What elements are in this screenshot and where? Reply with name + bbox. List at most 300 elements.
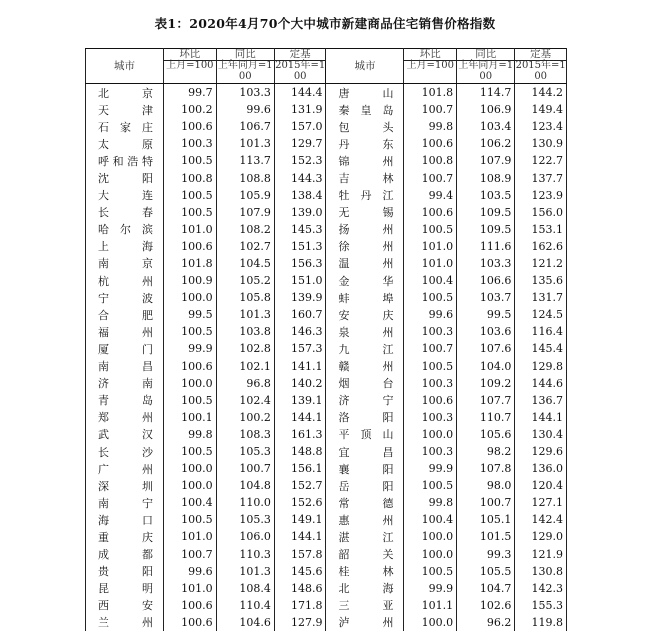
mom-value: 100.0 [163, 375, 216, 392]
table-row [86, 255, 567, 272]
city-name: 青岛 [86, 392, 164, 409]
mom-value-right: 99.9 [404, 580, 457, 597]
mom-value-right: 100.5 [404, 477, 457, 494]
fixed-base-value-right: 130.9 [515, 135, 567, 152]
city-name-right: 泸州 [326, 614, 404, 631]
mom-value: 100.2 [163, 101, 216, 118]
city-name: 武汉 [86, 426, 164, 443]
city-name: 合肥 [86, 306, 164, 323]
mom-value: 101.8 [163, 255, 216, 272]
city-name-right: 九江 [326, 340, 404, 357]
mom-value-right: 100.8 [404, 152, 457, 169]
yoy-value: 110.0 [216, 494, 274, 511]
yoy-value-right: 107.6 [457, 340, 515, 357]
yoy-value-right: 103.7 [457, 289, 515, 306]
fixed-base-value: 157.8 [274, 546, 326, 563]
yoy-base-subheader-right: 上年同月=100 [458, 60, 514, 82]
fixed-base-subheader-right: 2015年=100 [515, 60, 566, 82]
yoy-value-right: 98.2 [457, 443, 515, 460]
mom-value-right: 101.0 [404, 255, 457, 272]
mom-value-right: 100.0 [404, 426, 457, 443]
mom-value-right: 100.0 [404, 614, 457, 631]
mom-value-right: 100.6 [404, 392, 457, 409]
yoy-value-right: 102.6 [457, 597, 515, 614]
city-name-right: 韶关 [326, 546, 404, 563]
yoy-value: 105.3 [216, 443, 274, 460]
city-name-right: 温州 [326, 255, 404, 272]
yoy-value-right: 106.6 [457, 272, 515, 289]
table-row [86, 358, 567, 375]
city-name-right: 宜昌 [326, 443, 404, 460]
fixed-base-value: 148.8 [274, 443, 326, 460]
fixed-base-value-right: 145.4 [515, 340, 567, 357]
table-row [86, 460, 567, 477]
mom-value-right: 101.1 [404, 597, 457, 614]
mom-value-right: 100.6 [404, 204, 457, 221]
yoy-value-right: 104.0 [457, 358, 515, 375]
fixed-base-value: 138.4 [274, 187, 326, 204]
yoy-value: 104.8 [216, 477, 274, 494]
fixed-base-value-right: 119.8 [515, 614, 567, 631]
mom-value-right: 100.3 [404, 409, 457, 426]
city-name: 贵阳 [86, 563, 164, 580]
fixed-base-value-right: 136.7 [515, 392, 567, 409]
fixed-base-value-right: 135.6 [515, 272, 567, 289]
fixed-base-value: 144.3 [274, 169, 326, 186]
table-row [86, 546, 567, 563]
fixed-base-value: 129.7 [274, 135, 326, 152]
yoy-value-right: 105.6 [457, 426, 515, 443]
yoy-value: 102.4 [216, 392, 274, 409]
mom-value: 100.4 [163, 494, 216, 511]
yoy-value: 105.3 [216, 511, 274, 528]
yoy-value-right: 96.2 [457, 614, 515, 631]
fixed-base-value: 156.3 [274, 255, 326, 272]
table-row [86, 511, 567, 528]
table-row [86, 187, 567, 204]
fixed-base-value-right: 155.3 [515, 597, 567, 614]
table-row [86, 238, 567, 255]
fixed-base-value-right: 120.4 [515, 477, 567, 494]
city-name-right: 平顶山 [326, 426, 404, 443]
yoy-value: 101.3 [216, 135, 274, 152]
fixed-base-value-right: 129.6 [515, 443, 567, 460]
yoy-value-right: 104.7 [457, 580, 515, 597]
fixed-base-value: 145.3 [274, 221, 326, 238]
fixed-base-value: 139.0 [274, 204, 326, 221]
table-title: 表1：2020年4月70个大中城市新建商品住宅销售价格指数 [154, 16, 496, 31]
city-name: 兰州 [86, 614, 164, 631]
yoy-value: 96.8 [216, 375, 274, 392]
table-row [86, 118, 567, 135]
fixed-base-value-right: 153.1 [515, 221, 567, 238]
yoy-value-right: 99.3 [457, 546, 515, 563]
mom-value-right: 100.4 [404, 272, 457, 289]
city-name: 北京 [86, 84, 164, 102]
yoy-value: 105.8 [216, 289, 274, 306]
fixed-base-value: 144.1 [274, 409, 326, 426]
yoy-value: 104.6 [216, 614, 274, 631]
city-name-right: 吉林 [326, 169, 404, 186]
mom-value-right: 100.3 [404, 443, 457, 460]
yoy-value-right: 105.5 [457, 563, 515, 580]
city-name: 昆明 [86, 580, 164, 597]
mom-value: 100.1 [163, 409, 216, 426]
yoy-value-right: 107.9 [457, 152, 515, 169]
mom-value: 100.6 [163, 118, 216, 135]
table-row [86, 597, 567, 614]
city-name: 上海 [86, 238, 164, 255]
fixed-base-value: 156.1 [274, 460, 326, 477]
table-row [86, 477, 567, 494]
yoy-value: 100.7 [216, 460, 274, 477]
city-name-right: 无锡 [326, 204, 404, 221]
fixed-base-value-right: 116.4 [515, 323, 567, 340]
city-name: 厦门 [86, 340, 164, 357]
mom-base-subheader-right: 上月=100 [404, 61, 457, 84]
table-row [86, 528, 567, 545]
mom-value: 101.0 [163, 528, 216, 545]
city-name-right: 常德 [326, 494, 404, 511]
mom-value: 99.7 [163, 84, 216, 102]
fixed-base-value: 151.0 [274, 272, 326, 289]
city-name: 沈阳 [86, 169, 164, 186]
mom-value-right: 99.9 [404, 460, 457, 477]
city-name-right: 秦皇岛 [326, 101, 404, 118]
yoy-value: 110.4 [216, 597, 274, 614]
city-name: 广州 [86, 460, 164, 477]
fixed-base-value: 157.3 [274, 340, 326, 357]
fixed-base-value: 152.3 [274, 152, 326, 169]
city-name: 南昌 [86, 358, 164, 375]
mom-value-right: 100.7 [404, 340, 457, 357]
fixed-base-value-right: 142.3 [515, 580, 567, 597]
table-row [86, 340, 567, 357]
mom-value: 100.6 [163, 238, 216, 255]
mom-value-right: 100.5 [404, 221, 457, 238]
city-name: 深圳 [86, 477, 164, 494]
mom-value: 99.6 [163, 563, 216, 580]
mom-value: 100.5 [163, 152, 216, 169]
mom-value: 100.0 [163, 460, 216, 477]
city-name-right: 三亚 [326, 597, 404, 614]
city-name: 哈尔滨 [86, 221, 164, 238]
yoy-value-right: 103.6 [457, 323, 515, 340]
fixed-base-value-right: 122.7 [515, 152, 567, 169]
mom-value-right: 100.4 [404, 511, 457, 528]
fixed-base-value: 152.6 [274, 494, 326, 511]
fixed-base-value-right: 130.8 [515, 563, 567, 580]
city-name: 大连 [86, 187, 164, 204]
city-name: 重庆 [86, 528, 164, 545]
mom-value-right: 100.7 [404, 101, 457, 118]
city-column-header: 城市 [86, 49, 164, 84]
table-row [86, 101, 567, 118]
city-name-right: 安庆 [326, 306, 404, 323]
table-row [86, 494, 567, 511]
city-column-header-right: 城市 [326, 49, 404, 84]
fixed-base-column-header: 定基 [274, 49, 326, 61]
fixed-base-value: 148.6 [274, 580, 326, 597]
city-name-right: 襄阳 [326, 460, 404, 477]
table-row [86, 409, 567, 426]
fixed-base-value: 157.0 [274, 118, 326, 135]
city-name-right: 徐州 [326, 238, 404, 255]
mom-value: 101.0 [163, 580, 216, 597]
yoy-value: 106.7 [216, 118, 274, 135]
yoy-value-right: 100.7 [457, 494, 515, 511]
mom-value: 100.6 [163, 597, 216, 614]
yoy-column-header: 同比 [216, 49, 274, 61]
mom-value: 100.0 [163, 289, 216, 306]
mom-value: 100.7 [163, 546, 216, 563]
price-index-table [85, 48, 567, 631]
city-name-right: 锦州 [326, 152, 404, 169]
mom-base-subheader: 上月=100 [163, 61, 216, 84]
fixed-base-value-right: 123.9 [515, 187, 567, 204]
yoy-value: 102.7 [216, 238, 274, 255]
city-name-right: 包头 [326, 118, 404, 135]
fixed-base-value: 151.3 [274, 238, 326, 255]
mom-value: 100.6 [163, 358, 216, 375]
city-name: 南京 [86, 255, 164, 272]
fixed-base-value: 139.9 [274, 289, 326, 306]
mom-value-right: 101.8 [404, 84, 457, 102]
mom-value-right: 100.5 [404, 289, 457, 306]
city-name: 福州 [86, 323, 164, 340]
fixed-base-value: 160.7 [274, 306, 326, 323]
yoy-value: 100.2 [216, 409, 274, 426]
fixed-base-value-right: 136.0 [515, 460, 567, 477]
yoy-value: 101.3 [216, 306, 274, 323]
city-name-right: 桂林 [326, 563, 404, 580]
yoy-value: 107.9 [216, 204, 274, 221]
mom-value-right: 100.6 [404, 135, 457, 152]
yoy-value: 105.2 [216, 272, 274, 289]
yoy-value: 108.4 [216, 580, 274, 597]
city-name: 长沙 [86, 443, 164, 460]
yoy-value-right: 103.4 [457, 118, 515, 135]
fixed-base-value-right: 149.4 [515, 101, 567, 118]
table-row [86, 204, 567, 221]
yoy-value: 108.8 [216, 169, 274, 186]
fixed-base-value: 171.8 [274, 597, 326, 614]
fixed-base-value-right: 121.2 [515, 255, 567, 272]
fixed-base-subheader: 2015年=100 [275, 60, 326, 82]
mom-value: 99.8 [163, 426, 216, 443]
table-row [86, 563, 567, 580]
city-name: 宁波 [86, 289, 164, 306]
yoy-value: 106.0 [216, 528, 274, 545]
city-name: 西安 [86, 597, 164, 614]
table-row [86, 84, 567, 102]
fixed-base-value: 146.3 [274, 323, 326, 340]
fixed-base-value: 149.1 [274, 511, 326, 528]
city-name: 长春 [86, 204, 164, 221]
city-name-right: 赣州 [326, 358, 404, 375]
mom-value: 100.3 [163, 135, 216, 152]
fixed-base-value-right: 121.9 [515, 546, 567, 563]
mom-value-right: 100.0 [404, 528, 457, 545]
mom-value-right: 100.3 [404, 323, 457, 340]
table-row [86, 169, 567, 186]
fixed-base-value-right: 129.8 [515, 358, 567, 375]
mom-value: 99.9 [163, 340, 216, 357]
yoy-value: 102.1 [216, 358, 274, 375]
city-name: 济南 [86, 375, 164, 392]
city-name-right: 洛阳 [326, 409, 404, 426]
yoy-value-right: 109.5 [457, 221, 515, 238]
fixed-base-value-right: 124.5 [515, 306, 567, 323]
yoy-value-right: 109.2 [457, 375, 515, 392]
table-row [86, 135, 567, 152]
table-row [86, 375, 567, 392]
mom-value: 100.6 [163, 614, 216, 631]
mom-value-right: 101.0 [404, 238, 457, 255]
yoy-value-right: 101.5 [457, 528, 515, 545]
mom-value-right: 99.4 [404, 187, 457, 204]
table-row [86, 289, 567, 306]
yoy-value-right: 114.7 [457, 84, 515, 102]
yoy-value-right: 103.5 [457, 187, 515, 204]
city-name: 成都 [86, 546, 164, 563]
mom-value: 100.5 [163, 392, 216, 409]
yoy-value: 102.8 [216, 340, 274, 357]
fixed-base-value: 127.9 [274, 614, 326, 631]
city-name-right: 济宁 [326, 392, 404, 409]
mom-value: 100.5 [163, 323, 216, 340]
yoy-value-right: 111.6 [457, 238, 515, 255]
yoy-value: 101.3 [216, 563, 274, 580]
city-name-right: 丹东 [326, 135, 404, 152]
city-name: 海口 [86, 511, 164, 528]
table-row [86, 580, 567, 597]
mom-value: 99.5 [163, 306, 216, 323]
city-name-right: 湛江 [326, 528, 404, 545]
mom-value: 100.5 [163, 187, 216, 204]
table-row [86, 152, 567, 169]
yoy-value: 99.6 [216, 101, 274, 118]
mom-value: 100.5 [163, 204, 216, 221]
fixed-base-value: 144.4 [274, 84, 326, 102]
fixed-base-column-header-right: 定基 [515, 49, 567, 61]
city-name: 呼和浩特 [86, 152, 164, 169]
fixed-base-value-right: 144.1 [515, 409, 567, 426]
table-row [86, 221, 567, 238]
fixed-base-value: 131.9 [274, 101, 326, 118]
yoy-value-right: 110.7 [457, 409, 515, 426]
mom-value: 100.0 [163, 477, 216, 494]
fixed-base-value-right: 144.2 [515, 84, 567, 102]
city-name-right: 牡丹江 [326, 187, 404, 204]
mom-column-header: 环比 [163, 49, 216, 61]
yoy-value-right: 106.2 [457, 135, 515, 152]
mom-value-right: 100.3 [404, 375, 457, 392]
mom-value: 100.5 [163, 511, 216, 528]
fixed-base-value-right: 156.0 [515, 204, 567, 221]
yoy-value: 113.7 [216, 152, 274, 169]
fixed-base-value: 140.2 [274, 375, 326, 392]
mom-value-right: 100.0 [404, 546, 457, 563]
table-row [86, 443, 567, 460]
city-name-right: 惠州 [326, 511, 404, 528]
fixed-base-value: 141.1 [274, 358, 326, 375]
yoy-value-right: 99.5 [457, 306, 515, 323]
yoy-value: 108.2 [216, 221, 274, 238]
table-row [86, 306, 567, 323]
mom-value: 101.0 [163, 221, 216, 238]
fixed-base-value-right: 127.1 [515, 494, 567, 511]
city-name-right: 唐山 [326, 84, 404, 102]
mom-value-right: 100.7 [404, 169, 457, 186]
mom-value: 100.8 [163, 169, 216, 186]
fixed-base-value: 139.1 [274, 392, 326, 409]
city-name-right: 烟台 [326, 375, 404, 392]
table-body [86, 84, 567, 632]
city-name-right: 蚌埠 [326, 289, 404, 306]
price-index-table-container [85, 48, 567, 640]
yoy-value-right: 103.3 [457, 255, 515, 272]
city-name: 石家庄 [86, 118, 164, 135]
yoy-column-header-right: 同比 [457, 49, 515, 61]
yoy-value-right: 105.1 [457, 511, 515, 528]
city-name: 南宁 [86, 494, 164, 511]
yoy-value-right: 109.5 [457, 204, 515, 221]
yoy-value: 103.8 [216, 323, 274, 340]
yoy-value-right: 106.9 [457, 101, 515, 118]
table-row [86, 426, 567, 443]
city-name: 郑州 [86, 409, 164, 426]
mom-column-header-right: 环比 [404, 49, 457, 61]
yoy-value-right: 107.8 [457, 460, 515, 477]
yoy-value: 104.5 [216, 255, 274, 272]
fixed-base-value-right: 142.4 [515, 511, 567, 528]
city-name: 杭州 [86, 272, 164, 289]
table-row [86, 614, 567, 631]
fixed-base-value: 144.1 [274, 528, 326, 545]
city-name-right: 泉州 [326, 323, 404, 340]
yoy-value-right: 107.7 [457, 392, 515, 409]
mom-value-right: 99.8 [404, 118, 457, 135]
mom-value-right: 100.5 [404, 563, 457, 580]
yoy-value: 108.3 [216, 426, 274, 443]
city-name-right: 北海 [326, 580, 404, 597]
yoy-value: 110.3 [216, 546, 274, 563]
fixed-base-value-right: 129.0 [515, 528, 567, 545]
city-name-right: 扬州 [326, 221, 404, 238]
mom-value-right: 99.8 [404, 494, 457, 511]
mom-value: 100.5 [163, 443, 216, 460]
city-name-right: 金华 [326, 272, 404, 289]
city-name: 天津 [86, 101, 164, 118]
mom-value-right: 100.5 [404, 358, 457, 375]
fixed-base-value: 152.7 [274, 477, 326, 494]
mom-value: 100.9 [163, 272, 216, 289]
table-row [86, 323, 567, 340]
yoy-value-right: 108.9 [457, 169, 515, 186]
mom-value-right: 99.6 [404, 306, 457, 323]
yoy-value: 105.9 [216, 187, 274, 204]
fixed-base-value: 145.6 [274, 563, 326, 580]
fixed-base-value-right: 162.6 [515, 238, 567, 255]
fixed-base-value-right: 144.6 [515, 375, 567, 392]
city-name-right: 岳阳 [326, 477, 404, 494]
yoy-value: 103.3 [216, 84, 274, 102]
yoy-base-subheader: 上年同月=100 [217, 60, 273, 82]
table-row [86, 392, 567, 409]
fixed-base-value-right: 137.7 [515, 169, 567, 186]
yoy-value-right: 98.0 [457, 477, 515, 494]
